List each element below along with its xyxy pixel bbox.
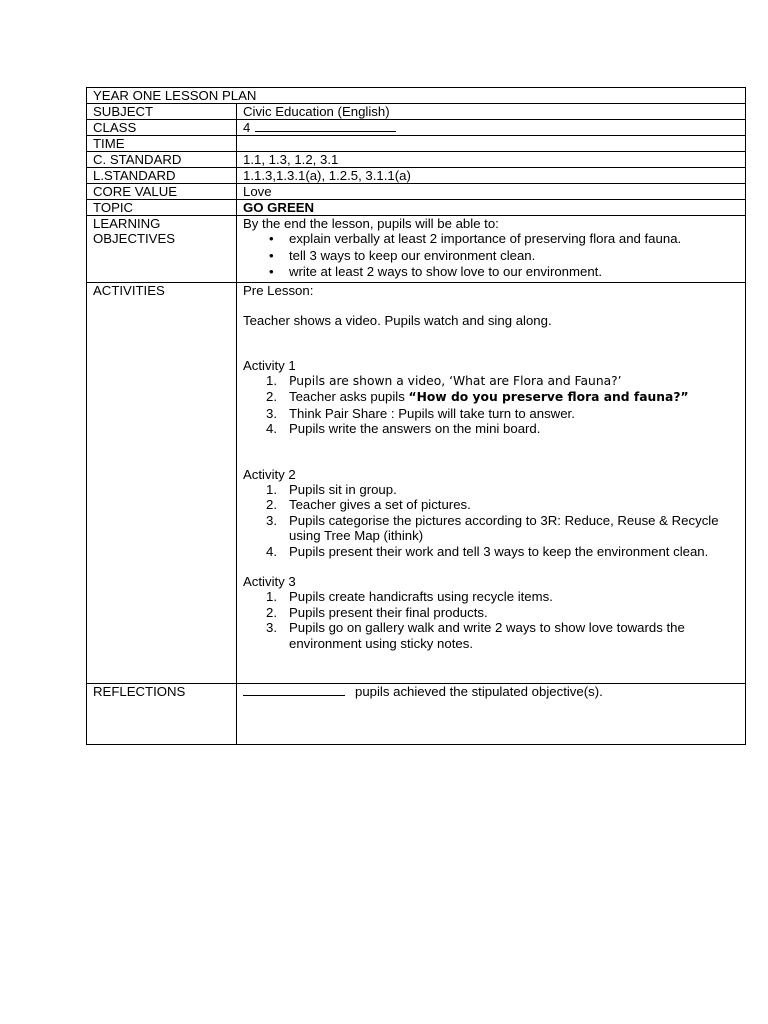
time-row <box>87 136 746 152</box>
core-value-row <box>87 184 746 200</box>
activity2-step: 3. Pupils categorise the pictures according to 3R: Reduce, Reuse & Recycle using Tree Map (ithink) <box>266 512 719 543</box>
learning-objectives-label-line1: LEARNING <box>93 216 161 231</box>
reflections-text: pupils achieved the stipulated objective(s). <box>355 683 603 699</box>
class-fill-line <box>255 120 396 132</box>
objective-item: • explain verbally at least 2 importance of preserving flora and fauna. <box>269 231 682 246</box>
bullet-icon: • <box>269 264 274 279</box>
topic-row <box>87 200 746 216</box>
activity3-heading: Activity 3 <box>243 574 296 589</box>
activity1-step: 1. Pupils are shown a video, ‘What are Flora and Fauna?’ <box>266 372 622 388</box>
class-label: CLASS <box>87 120 237 136</box>
activity1-step: 3. Think Pair Share : Pupils will take turn to answer. <box>266 405 575 421</box>
c-standard-label: C. STANDARD <box>87 152 237 168</box>
c-standard-row <box>87 152 746 168</box>
learning-objectives-row <box>87 216 746 283</box>
topic-label: TOPIC <box>87 200 237 216</box>
l-standard-label: L.STANDARD <box>87 168 237 184</box>
reflections-label: REFLECTIONS <box>87 683 237 744</box>
subject-row <box>87 104 746 120</box>
learning-objectives-label <box>87 216 237 283</box>
lesson-plan-table <box>86 87 746 745</box>
reflections-fill-line <box>243 684 345 696</box>
l-standard-row <box>87 168 746 184</box>
pre-lesson-heading: Pre Lesson: <box>243 282 314 298</box>
activities-label: ACTIVITIES <box>87 282 237 683</box>
activity1-list <box>243 373 745 437</box>
learning-objectives-list <box>243 231 745 281</box>
activity3-step: 1. Pupils create handicrafts using recycle items. <box>266 589 553 604</box>
activity3-step: 3. Pupils go on gallery walk and write 2 ways to show love towards the environment using sticky notes. <box>266 620 685 651</box>
activity2-step: 1. Pupils sit in group. <box>266 481 397 497</box>
activities-row <box>87 282 746 683</box>
topic-value: GO GREEN <box>237 200 746 216</box>
core-value-label: CORE VALUE <box>87 184 237 200</box>
activity2-step: 2. Teacher gives a set of pictures. <box>266 497 471 512</box>
pre-lesson-text: Teacher shows a video. Pupils watch and sing along. <box>243 312 552 328</box>
activity3-list <box>243 589 745 651</box>
time-value <box>237 136 746 152</box>
activity3-step: 2. Pupils present their final products. <box>266 604 488 620</box>
class-row <box>87 120 746 136</box>
learning-objectives-content <box>237 216 746 283</box>
lesson-plan-title: YEAR ONE LESSON PLAN <box>87 88 746 104</box>
title-row <box>87 88 746 104</box>
objective-item: • write at least 2 ways to show love to our environment. <box>269 264 602 279</box>
activity1-heading: Activity 1 <box>243 357 296 373</box>
activity1-step: 2. Teacher asks pupils “How do you preserve flora and fauna?” <box>266 389 689 404</box>
activity2-list <box>243 482 745 560</box>
activity1-question: “How do you preserve flora and fauna?” <box>408 390 689 404</box>
objective-item: • tell 3 ways to keep our environment clean. <box>269 247 536 263</box>
core-value-value: Love <box>237 184 746 200</box>
subject-value: Civic Education (English) <box>237 104 746 120</box>
bullet-icon: • <box>269 247 274 263</box>
c-standard-value: 1.1, 1.3, 1.2, 3.1 <box>237 152 746 168</box>
activities-content <box>237 282 746 683</box>
activity1-step: 4. Pupils write the answers on the mini board. <box>266 421 541 436</box>
subject-label: SUBJECT <box>87 104 237 120</box>
time-label: TIME <box>87 136 237 152</box>
reflections-row <box>87 683 746 744</box>
activity2-heading: Activity 2 <box>243 466 296 482</box>
class-value: 4 <box>243 120 251 135</box>
learning-objectives-intro: By the end the lesson, pupils will be able to: <box>243 216 499 231</box>
l-standard-value: 1.1.3,1.3.1(a), 1.2.5, 3.1.1(a) <box>237 168 746 184</box>
activity2-step: 4. Pupils present their work and tell 3 ways to keep the environment clean. <box>266 543 709 559</box>
learning-objectives-label-line2: OBJECTIVES <box>93 231 176 246</box>
class-cell <box>237 120 746 136</box>
bullet-icon: • <box>269 231 274 246</box>
reflections-content <box>237 683 746 744</box>
